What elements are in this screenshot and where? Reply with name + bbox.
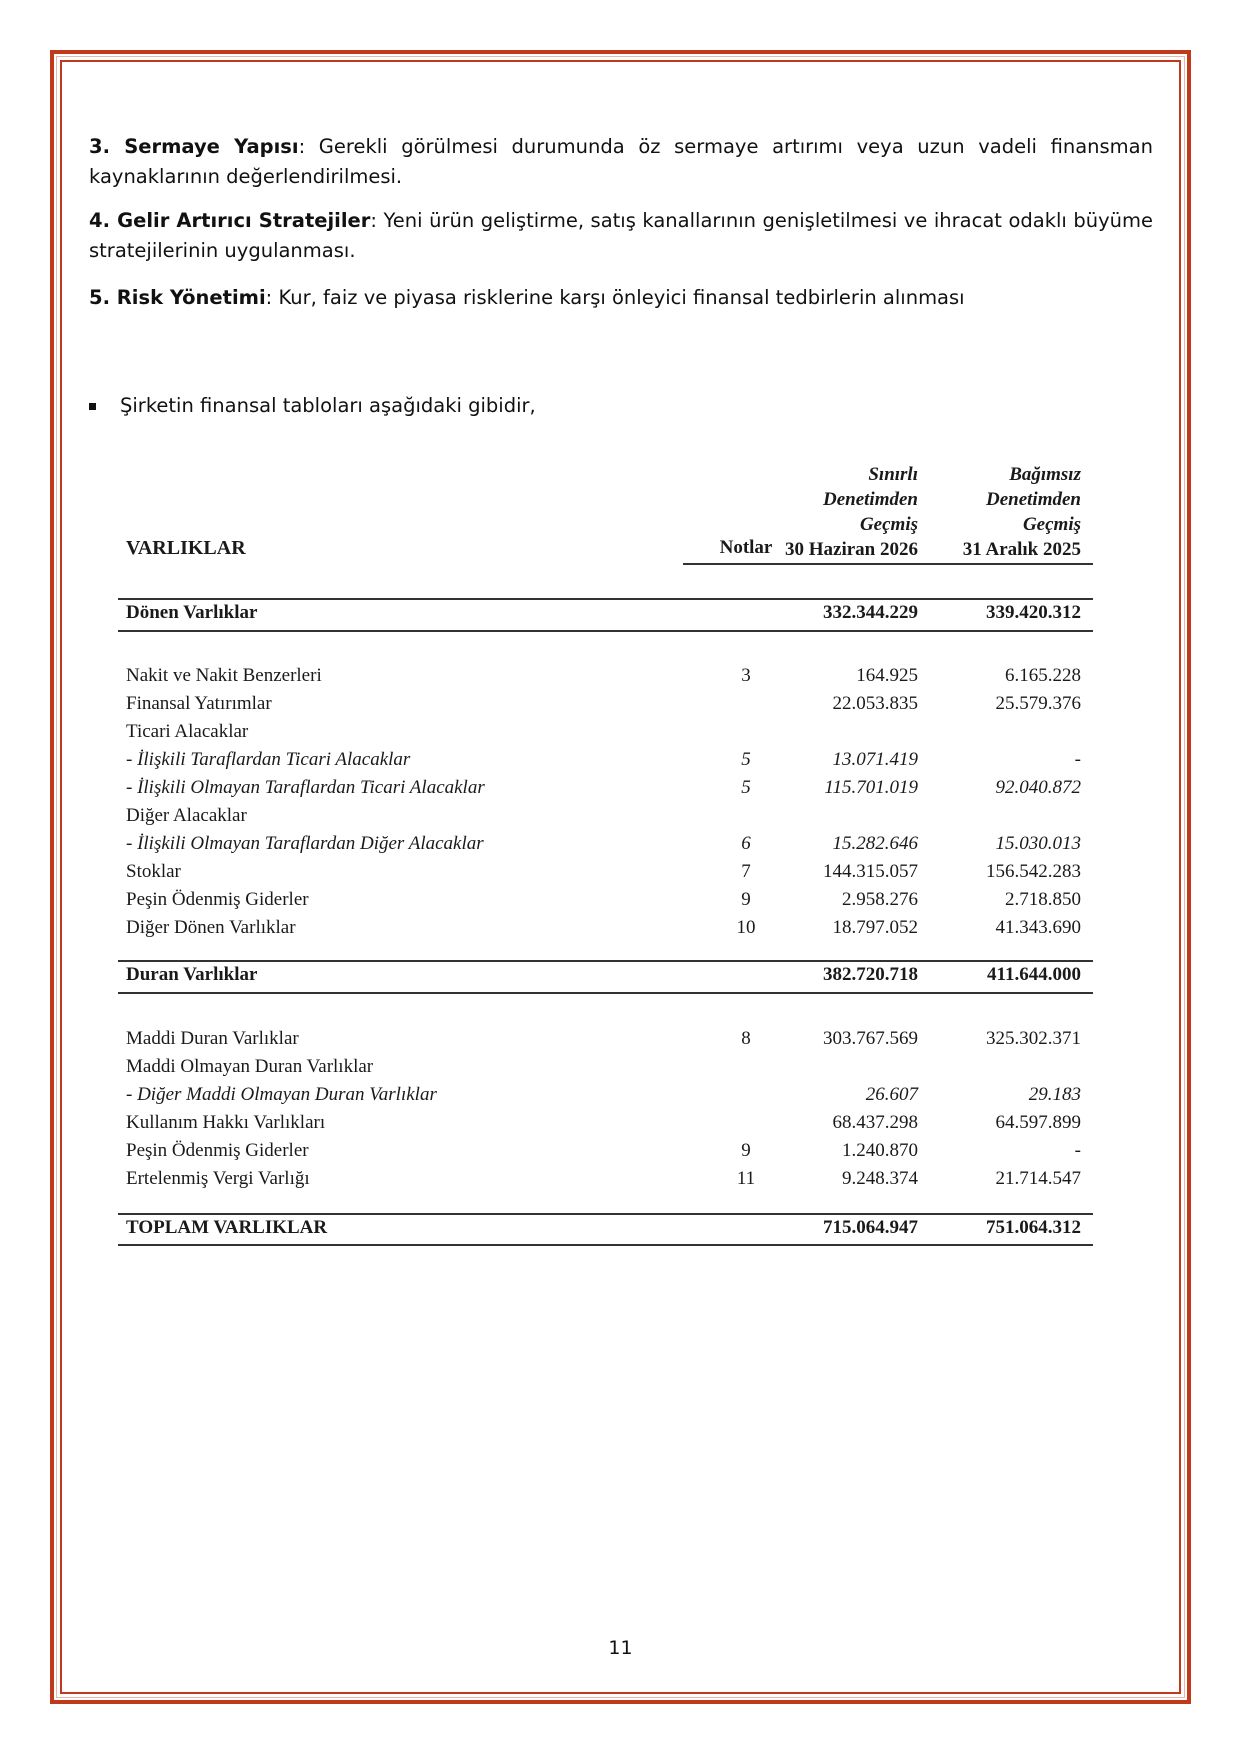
- value-june-2026: 382.720.718: [823, 964, 918, 985]
- row-label: Maddi Olmayan Duran Varlıklar: [126, 1056, 374, 1077]
- row-note: 5: [741, 749, 751, 770]
- row-label: Peşin Ödenmiş Giderler: [126, 889, 309, 910]
- row-label: Kullanım Hakkı Varlıkları: [126, 1112, 326, 1133]
- row-label: - İlişkili Taraflardan Ticari Alacaklar: [126, 749, 411, 770]
- row-label: Finansal Yatırımlar: [126, 693, 272, 714]
- value-june-2026: 18.797.052: [832, 917, 918, 938]
- header-line: 31 Aralık 2025: [962, 539, 1081, 560]
- paragraph-text: : Kur, faiz ve piyasa risklerine karşı önleyici finansal tedbirlerin alınması: [265, 286, 965, 309]
- row-note: 9: [741, 1140, 751, 1161]
- value-december-2025: -: [1074, 749, 1081, 770]
- value-december-2025: -: [1074, 1140, 1081, 1161]
- table-row: [118, 1168, 1093, 1194]
- bullet-text: Şirketin finansal tabloları aşağıdaki gibidir,: [120, 394, 536, 417]
- row-label: Diğer Dönen Varlıklar: [126, 917, 296, 938]
- table-row: [118, 917, 1093, 943]
- row-note: 11: [736, 1168, 756, 1189]
- row-note: 6: [741, 833, 751, 854]
- value-june-2026: 13.071.419: [832, 749, 918, 770]
- value-december-2025: 339.420.312: [986, 602, 1081, 623]
- row-note: 7: [741, 861, 751, 882]
- header-line: Sınırlı: [868, 464, 918, 485]
- section-total-row: [118, 964, 1093, 990]
- header-line: Geçmiş: [859, 514, 918, 535]
- value-december-2025: 2.718.850: [1005, 889, 1081, 910]
- total-label: TOPLAM VARLIKLAR: [126, 1217, 328, 1238]
- paragraph-capital-structure: [89, 132, 1153, 192]
- section-rule: [118, 992, 1093, 994]
- square-bullet-icon: [89, 403, 96, 410]
- table-row: [118, 777, 1093, 803]
- row-label: Ticari Alacaklar: [126, 721, 249, 742]
- table-row: [118, 721, 1093, 747]
- value-december-2025: 6.165.228: [1005, 665, 1081, 686]
- row-label: Ertelenmiş Vergi Varlığı: [126, 1168, 310, 1189]
- row-label: Maddi Duran Varlıklar: [126, 1028, 299, 1049]
- table-row: [118, 861, 1093, 887]
- row-label: - İlişkili Olmayan Taraflardan Ticari Alacaklar: [126, 777, 485, 798]
- value-december-2025: 156.542.283: [986, 861, 1081, 882]
- header-line: Geçmiş: [1022, 514, 1081, 535]
- row-note: 9: [741, 889, 751, 910]
- row-label: Diğer Alacaklar: [126, 805, 247, 826]
- value-june-2026: 115.701.019: [824, 777, 918, 798]
- paragraph-text: : Gerekli görülmesi durumunda öz sermaye artırımı veya uzun vadeli finansman kaynaklarının değerlendirilmesi.: [89, 135, 1153, 188]
- row-note: 3: [741, 665, 751, 686]
- header-line: 30 Haziran 2026: [785, 539, 918, 560]
- section-rule: [118, 960, 1093, 962]
- value-december-2025: 15.030.013: [995, 833, 1081, 854]
- header-rule: [683, 563, 1093, 565]
- value-december-2025: 25.579.376: [995, 693, 1081, 714]
- value-december-2025: 325.302.371: [986, 1028, 1081, 1049]
- section-rule: [118, 630, 1093, 632]
- row-label: - İlişkili Olmayan Taraflardan Diğer Alacaklar: [126, 833, 484, 854]
- table-row: [118, 805, 1093, 831]
- section-label: Dönen Varlıklar: [126, 602, 258, 623]
- table-row: [118, 1112, 1093, 1138]
- value-june-2026: 303.767.569: [823, 1028, 918, 1049]
- table-row: [118, 749, 1093, 775]
- value-june-2026: 164.925: [856, 665, 918, 686]
- header-line: Denetimden: [823, 489, 918, 510]
- value-june-2026: 22.053.835: [832, 693, 918, 714]
- row-label: Stoklar: [126, 861, 181, 882]
- total-rule: [118, 1213, 1093, 1215]
- value-december-2025: 64.597.899: [995, 1112, 1081, 1133]
- row-note: 5: [741, 777, 751, 798]
- table-row: [118, 1140, 1093, 1166]
- value-june-2026: 1.240.870: [842, 1140, 918, 1161]
- paragraph-revenue-strategies: [89, 206, 1153, 266]
- row-note: 8: [741, 1028, 751, 1049]
- value-december-2025: 751.064.312: [986, 1217, 1081, 1238]
- table-title-row: [118, 537, 1093, 563]
- table-row: [118, 833, 1093, 859]
- value-june-2026: 144.315.057: [823, 861, 918, 882]
- value-june-2026: 332.344.229: [823, 602, 918, 623]
- table-row: [118, 1084, 1093, 1110]
- paragraph-risk-management: [89, 283, 1153, 313]
- page-number: 11: [608, 1637, 633, 1659]
- section-label: Duran Varlıklar: [126, 964, 258, 985]
- value-june-2026: 9.248.374: [842, 1168, 918, 1189]
- header-line: Bağımsız: [1009, 464, 1081, 485]
- paragraph-text: : Yeni ürün geliştirme, satış kanallarının genişletilmesi ve ihracat odaklı büyüme stratejilerinin uygulanması.: [89, 209, 1153, 262]
- table-row: [118, 889, 1093, 915]
- value-june-2026: 715.064.947: [823, 1217, 918, 1238]
- grand-total-row: [118, 1217, 1093, 1243]
- value-december-2025: 29.183: [1028, 1084, 1081, 1105]
- value-june-2026: 68.437.298: [832, 1112, 918, 1133]
- notes-header: Notlar: [719, 537, 773, 558]
- header-line: Denetimden: [986, 489, 1081, 510]
- row-label: - Diğer Maddi Olmayan Duran Varlıklar: [126, 1084, 437, 1105]
- value-june-2026: 15.282.646: [832, 833, 918, 854]
- value-december-2025: 92.040.872: [995, 777, 1081, 798]
- value-december-2025: 41.343.690: [995, 917, 1081, 938]
- table-row: [118, 665, 1093, 691]
- total-rule: [118, 1244, 1093, 1246]
- section-total-row: [118, 602, 1093, 628]
- paragraph-heading: 5. Risk Yönetimi: [89, 286, 266, 309]
- value-june-2026: 2.958.276: [842, 889, 918, 910]
- row-label: Nakit ve Nakit Benzerleri: [126, 665, 322, 686]
- table-title: VARLIKLAR: [126, 537, 246, 559]
- table-row: [118, 1028, 1093, 1054]
- row-note: 10: [736, 917, 756, 938]
- row-label: Peşin Ödenmiş Giderler: [126, 1140, 309, 1161]
- table-row: [118, 1056, 1093, 1082]
- section-rule: [118, 598, 1093, 600]
- value-december-2025: 21.714.547: [995, 1168, 1081, 1189]
- paragraph-heading: 4. Gelir Artırıcı Stratejiler: [89, 209, 371, 232]
- paragraph-heading: 3. Sermaye Yapısı: [89, 135, 299, 158]
- table-row: [118, 693, 1093, 719]
- value-december-2025: 411.644.000: [987, 964, 1081, 985]
- value-june-2026: 26.607: [865, 1084, 918, 1105]
